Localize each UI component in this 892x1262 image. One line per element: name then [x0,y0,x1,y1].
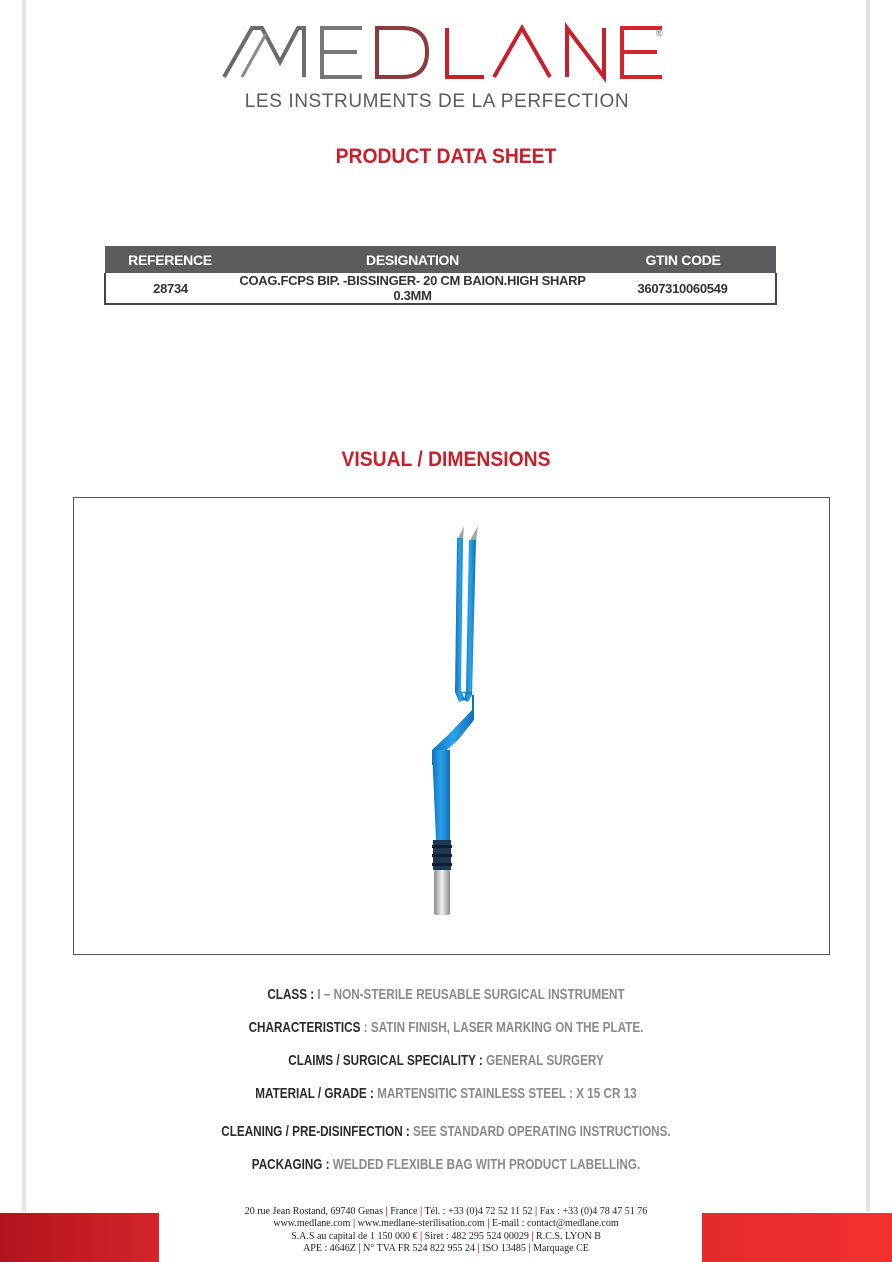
footer-address: 20 rue Jean Rostand, 69740 Genas [244,1206,384,1217]
header-gtin: GTIN CODE [590,246,776,273]
spec-class [98,986,794,1003]
footer-line-registration: APE : 4646Z | N° TVA FR 524 822 955 24 | ISO 13485 | Marquage CE [303,1243,589,1255]
right-page-border [866,0,870,1212]
cell-reference: 28734 [105,273,235,304]
footer-ape: APE : 4646Z [303,1243,356,1255]
footer-line-legal: S.A.S au capital de 1 150 000 € | Siret : 482 295 524 00029 | R.C.S. LYON B [291,1230,601,1242]
spec-value: WELDED FLEXIBLE BAG WITH PRODUCT LABELLING. [329,1156,641,1173]
footer-website[interactable]: www.medlane.com [273,1218,351,1230]
spec-label: MATERIAL / GRADE : [255,1085,374,1102]
footer-line-web: www.medlane.com | www.medlane-sterilisation.com | E-mail : contact@medlane.com [273,1218,619,1230]
footer-iso: ISO 13485 [482,1243,526,1255]
footer-capital: S.A.S au capital de 1 150 000 € [291,1230,418,1242]
spec-characteristics [98,1019,794,1036]
spec-material [98,1085,794,1102]
header-reference: REFERENCE [105,246,235,273]
visual-dimensions-title: VISUAL / DIMENSIONS [341,448,551,471]
spec-value: GENERAL SURGERY [482,1052,604,1069]
brand-tagline: LES INSTRUMENTS DE LA PERFECTION [244,91,630,112]
footer-fax: Fax : +33 (0)4 78 47 51 76 [539,1206,648,1217]
spec-value: MARTENSITIC STAINLESS STEEL : X 15 CR 13 [373,1085,637,1102]
footer-vat: N° TVA FR 524 822 955 24 [363,1243,476,1255]
spec-packaging [98,1156,794,1173]
footer-email[interactable]: E-mail : contact@medlane.com [491,1218,619,1230]
spec-label: CLAIMS / SURGICAL SPECIALITY : [288,1052,483,1069]
product-data-sheet-title: PRODUCT DATA SHEET [335,145,557,168]
spec-label: CLEANING / PRE-DISINFECTION : [221,1123,410,1140]
spec-value: : SATIN FINISH, LASER MARKING ON THE PLATE. [360,1019,644,1036]
footer-phone: Tél. : +33 (0)4 72 52 11 52 [424,1206,533,1217]
footer-siret: Siret : 482 295 524 00029 [424,1230,529,1242]
table-header-row [105,246,776,273]
spec-claims [98,1052,794,1069]
medlane-logo [222,22,674,84]
footer-website-sterilisation[interactable]: www.medlane-sterilisation.com [357,1218,485,1230]
reference-table [104,246,777,305]
spec-label: PACKAGING : [251,1156,330,1173]
footer-ce-marking: Marquage CE [533,1243,589,1255]
table-row [105,273,776,304]
company-footer [0,1206,892,1256]
spec-label: CLASS : [267,986,315,1003]
footer-line-address: 20 rue Jean Rostand, 69740 Genas | France | Tél. : +33 (0)4 72 52 11 52 | Fax : +33 (0)4 78 47 51 76 [244,1206,648,1217]
footer-rcs: R.C.S. LYON B [536,1230,601,1242]
cell-gtin: 3607310060549 [590,273,776,304]
left-page-border [22,0,26,1212]
bipolar-forceps-image [410,520,490,920]
spec-label: CHARACTERISTICS [248,1019,361,1036]
footer-country: France [390,1206,418,1217]
spec-cleaning [98,1123,794,1140]
spec-value: SEE STANDARD OPERATING INSTRUCTIONS. [409,1123,671,1140]
spec-value: I – NON-STERILE REUSABLE SURGICAL INSTRUMENT [314,986,625,1003]
header-designation: DESIGNATION [235,246,590,273]
cell-designation: COAG.FCPS BIP. -BISSINGER- 20 CM BAION.HIGH SHARP 0.3MM [235,273,590,304]
registered-mark: ® [656,28,663,38]
